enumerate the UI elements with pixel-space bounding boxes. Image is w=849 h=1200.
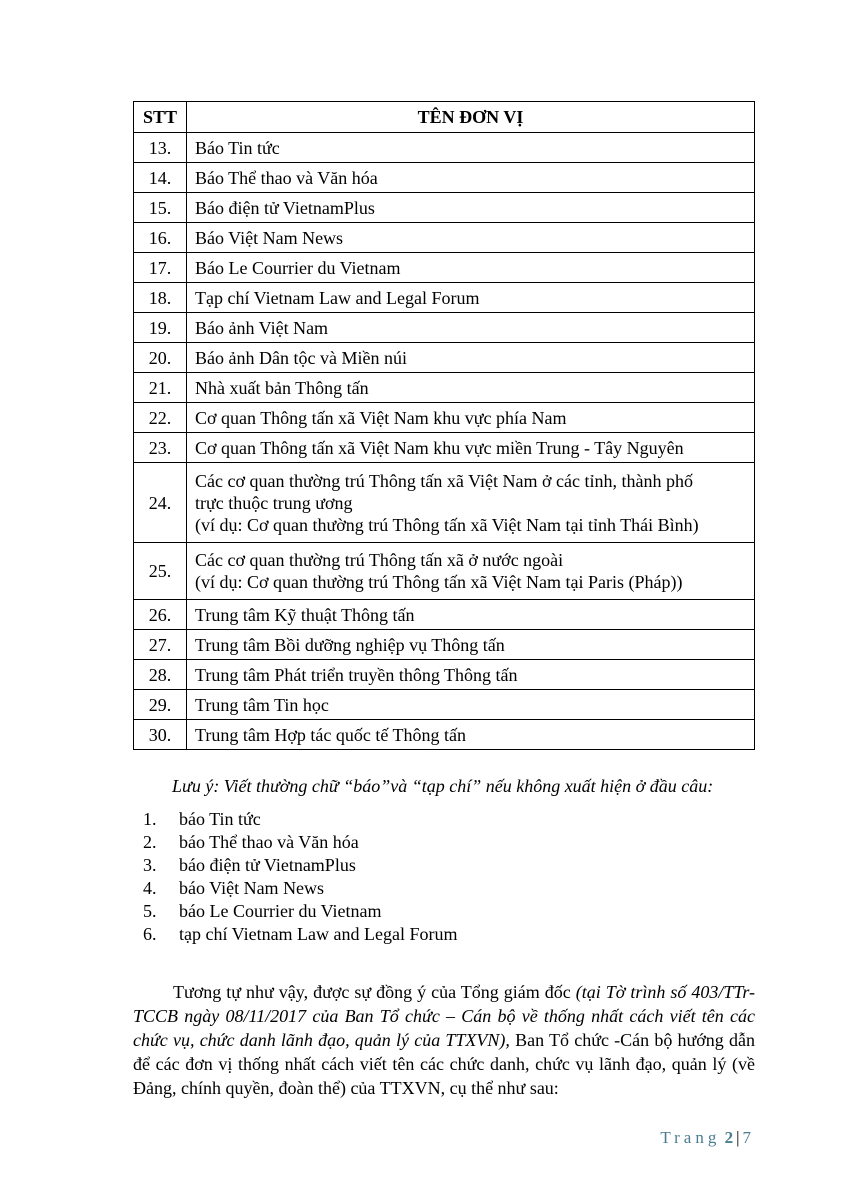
paragraph-text-end: Ban Tổ chức -Cán bộ hướng dẫn để các đơn vị thống nhất cách viết tên các chức danh, chức vụ lãnh đạo, quản lý (về Đảng, chính quyền, đoàn thể) của TTXVN, cụ thể như sau: bbox=[133, 1030, 756, 1098]
row-stt: 26. bbox=[134, 600, 187, 630]
row-stt: 16. bbox=[134, 223, 187, 253]
table-row bbox=[134, 660, 755, 690]
examples-list bbox=[143, 808, 458, 946]
table-row bbox=[134, 630, 755, 660]
table-row bbox=[134, 163, 755, 193]
table-row bbox=[134, 133, 755, 163]
row-name: Báo điện tử VietnamPlus bbox=[187, 193, 755, 223]
row-stt: 25. bbox=[134, 543, 187, 600]
list-item-text: báo điện tử VietnamPlus bbox=[179, 855, 356, 875]
row-stt: 22. bbox=[134, 403, 187, 433]
list-item-text: tạp chí Vietnam Law and Legal Forum bbox=[179, 924, 458, 944]
list-item-number: 3. bbox=[143, 855, 157, 875]
row-stt: 20. bbox=[134, 343, 187, 373]
row-stt: 30. bbox=[134, 720, 187, 750]
row-name: Cơ quan Thông tấn xã Việt Nam khu vực miền Trung - Tây Nguyên bbox=[187, 433, 755, 463]
row-stt: 14. bbox=[134, 163, 187, 193]
list-item-number: 2. bbox=[143, 832, 157, 852]
table-row bbox=[134, 373, 755, 403]
row-stt: 28. bbox=[134, 660, 187, 690]
row-name: Trung tâm Bồi dưỡng nghiệp vụ Thông tấn bbox=[187, 630, 755, 660]
paragraph-italic-reference: (tại Tờ trình số 403/TTr-TCCB ngày 08/11/2017 của Ban Tổ chức – Cán bộ về thống nhất cách viết tên các chức vụ, chức danh lãnh đạo, quản lý của TTXVN), bbox=[133, 982, 755, 1050]
table-row bbox=[134, 543, 755, 600]
list-item bbox=[143, 923, 458, 946]
row-stt: 24. bbox=[134, 463, 187, 543]
header-stt: STT bbox=[134, 102, 187, 133]
paragraph-text-start: Tương tự như vậy, được sự đồng ý của Tổng giám đốc bbox=[173, 982, 576, 1002]
list-item-text: báo Le Courrier du Vietnam bbox=[179, 901, 382, 921]
row-name-example: (ví dụ: Cơ quan thường trú Thông tấn xã Việt Nam tại Paris (Pháp)) bbox=[195, 572, 683, 592]
row-stt: 19. bbox=[134, 313, 187, 343]
table-row bbox=[134, 463, 755, 543]
list-item-text: báo Tin tức bbox=[179, 809, 261, 829]
page-footer bbox=[660, 1128, 751, 1148]
footer-separator: | bbox=[736, 1128, 740, 1147]
row-name: Trung tâm Tin học bbox=[187, 690, 755, 720]
table-row bbox=[134, 600, 755, 630]
row-name-line: trực thuộc trung ương bbox=[195, 492, 353, 513]
row-name: Trung tâm Hợp tác quốc tế Thông tấn bbox=[187, 720, 755, 750]
list-item-text: báo Thể thao và Văn hóa bbox=[179, 832, 359, 852]
row-stt: 21. bbox=[134, 373, 187, 403]
list-item-text: báo Việt Nam News bbox=[179, 878, 325, 898]
table-row bbox=[134, 720, 755, 750]
row-stt: 23. bbox=[134, 433, 187, 463]
row-stt: 13. bbox=[134, 133, 187, 163]
row-name: Báo Thể thao và Văn hóa bbox=[187, 163, 755, 193]
list-item bbox=[143, 900, 458, 923]
table-row bbox=[134, 403, 755, 433]
row-name: Nhà xuất bản Thông tấn bbox=[187, 373, 755, 403]
row-name-line: Các cơ quan thường trú Thông tấn xã Việt Nam ở các tỉnh, thành phố bbox=[195, 470, 693, 491]
table-row bbox=[134, 433, 755, 463]
row-name: Báo ảnh Việt Nam bbox=[187, 313, 755, 343]
row-name-example: (ví dụ: Cơ quan thường trú Thông tấn xã Việt Nam tại tỉnh Thái Bình) bbox=[195, 514, 699, 535]
table-row bbox=[134, 343, 755, 373]
page-total: 7 bbox=[742, 1128, 751, 1147]
list-item bbox=[143, 808, 458, 831]
row-name-line: Các cơ quan thường trú Thông tấn xã ở nước ngoài bbox=[195, 550, 564, 570]
row-name: Trung tâm Kỹ thuật Thông tấn bbox=[187, 600, 755, 630]
row-name: Tạp chí Vietnam Law and Legal Forum bbox=[187, 283, 755, 313]
row-name bbox=[187, 463, 755, 543]
table-row bbox=[134, 223, 755, 253]
table-row bbox=[134, 193, 755, 223]
row-name: Cơ quan Thông tấn xã Việt Nam khu vực phía Nam bbox=[187, 403, 755, 433]
row-name: Báo Việt Nam News bbox=[187, 223, 755, 253]
units-table bbox=[133, 101, 755, 750]
row-stt: 29. bbox=[134, 690, 187, 720]
row-name: Báo Le Courrier du Vietnam bbox=[187, 253, 755, 283]
list-item-number: 1. bbox=[143, 809, 157, 829]
row-name bbox=[187, 543, 755, 600]
list-item-number: 6. bbox=[143, 924, 157, 944]
list-item-number: 5. bbox=[143, 901, 157, 921]
table-row bbox=[134, 690, 755, 720]
footer-label: Trang bbox=[660, 1128, 721, 1147]
list-item bbox=[143, 877, 458, 900]
list-item bbox=[143, 854, 458, 877]
row-name: Trung tâm Phát triển truyền thông Thông tấn bbox=[187, 660, 755, 690]
row-name: Báo ảnh Dân tộc và Miền núi bbox=[187, 343, 755, 373]
table-header-row bbox=[134, 102, 755, 133]
list-item bbox=[143, 831, 458, 854]
row-stt: 27. bbox=[134, 630, 187, 660]
body-paragraph bbox=[133, 980, 755, 1100]
table-row bbox=[134, 283, 755, 313]
header-unit-name: TÊN ĐƠN VỊ bbox=[187, 102, 755, 133]
row-stt: 17. bbox=[134, 253, 187, 283]
table-row bbox=[134, 313, 755, 343]
row-name: Báo Tin tức bbox=[187, 133, 755, 163]
page-number: 2 bbox=[724, 1128, 734, 1147]
table-row bbox=[134, 253, 755, 283]
row-stt: 15. bbox=[134, 193, 187, 223]
row-stt: 18. bbox=[134, 283, 187, 313]
list-item-number: 4. bbox=[143, 878, 157, 898]
note-text: Lưu ý: Viết thường chữ “báo”và “tạp chí” nếu không xuất hiện ở đầu câu: bbox=[172, 776, 714, 796]
